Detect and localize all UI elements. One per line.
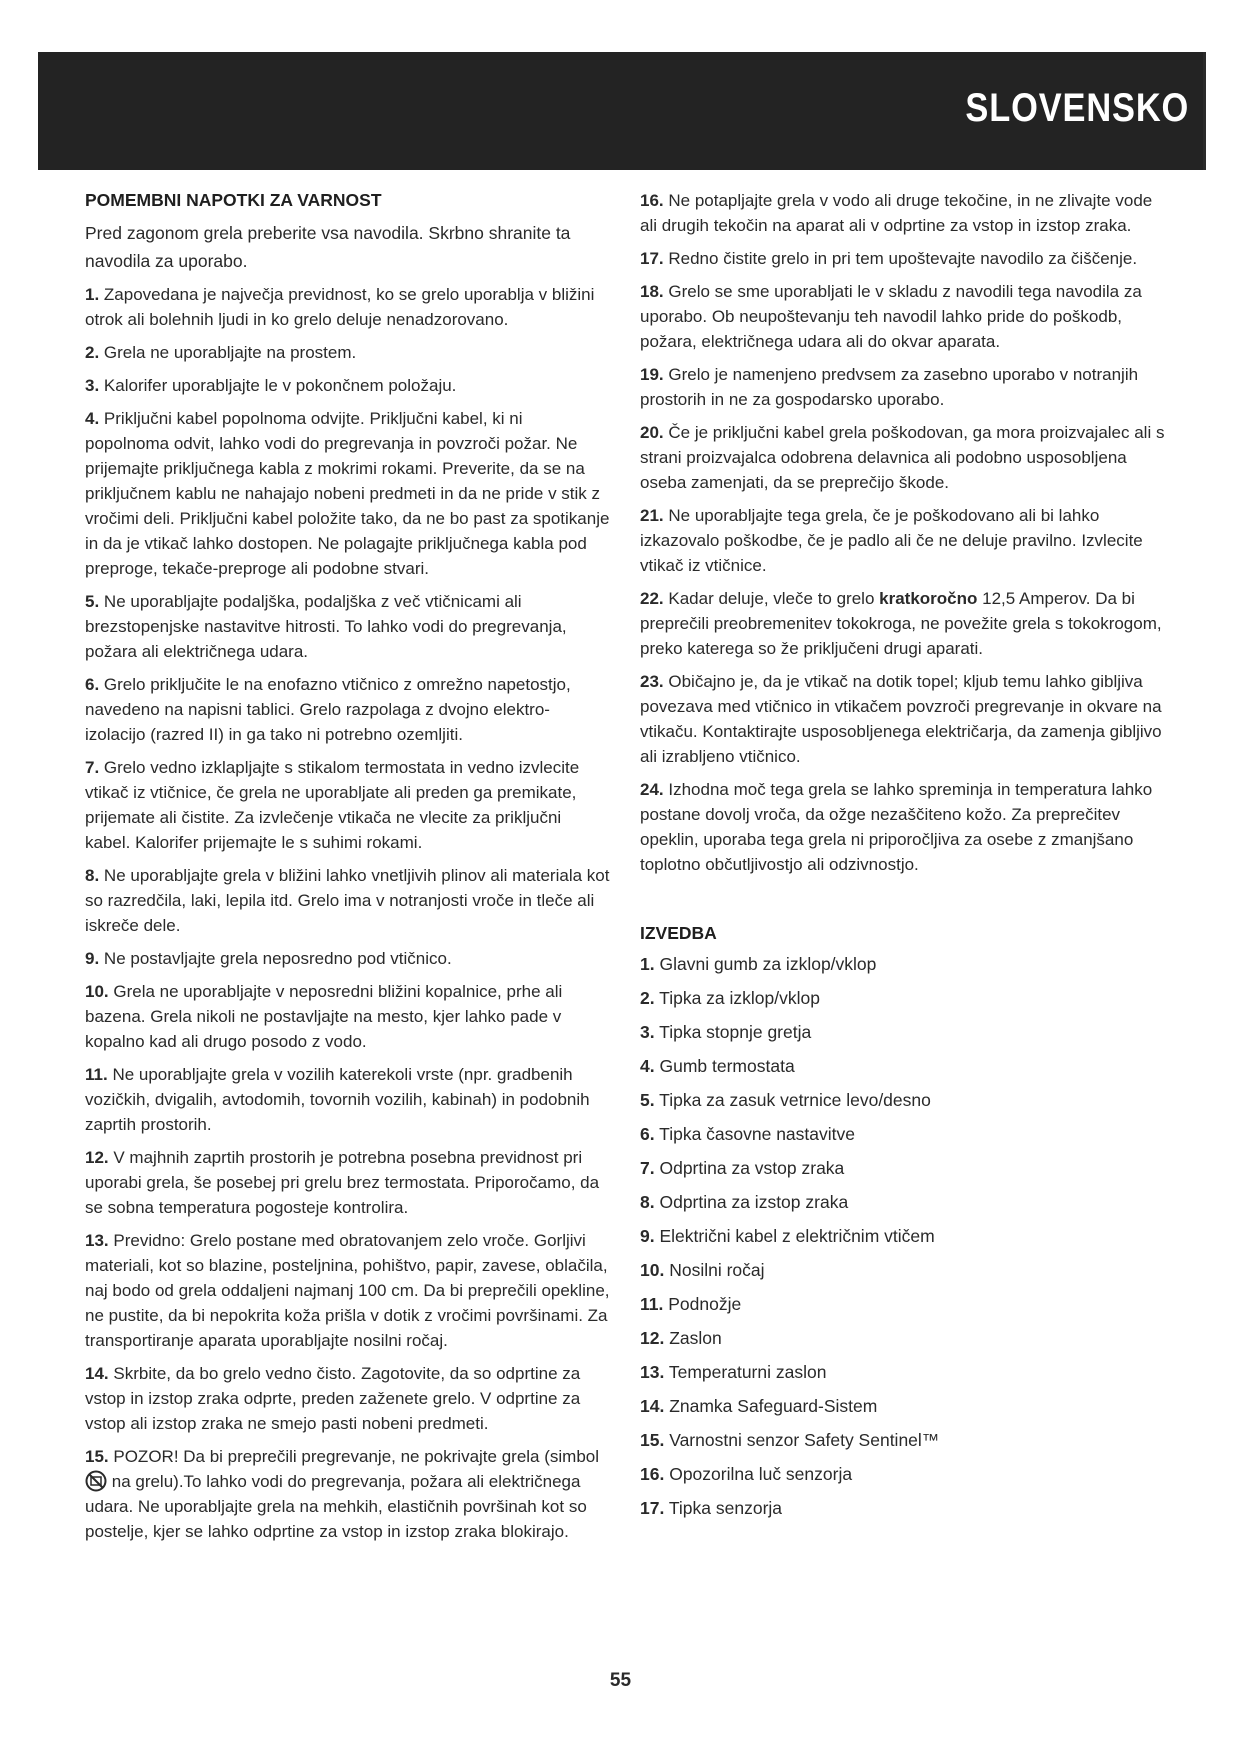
part-item — [640, 1224, 1170, 1249]
item-text: Previdno: Grelo postane med obratovanjem zelo vroče. Gorljivi materiali, kot so blazine, posteljnina, pohištvo, papir, zavese, oblačila, naj bodo od grela oddaljeni najmanj 100 cm. Da bi preprečili opekline, ne pustite, da bi nepokrita koža prišla v dotik z vročimi površinami. Za transportiranje aparata uporabljajte nosilni ročaj. — [85, 1231, 610, 1350]
part-item — [640, 1462, 1170, 1487]
item-text: Temperaturni zaslon — [668, 1362, 827, 1382]
item-number: 9. — [640, 1226, 655, 1246]
item-text: Grela ne uporabljajte na prostem. — [103, 343, 357, 362]
header-edge-line — [1203, 52, 1206, 170]
item-number: 3. — [85, 376, 100, 395]
item-number: 21. — [640, 506, 664, 525]
item-number: 14. — [640, 1396, 665, 1416]
item-text: Ne uporabljajte grela v vozilih katerekoli vrste (npr. gradbenih vozičkih, dvigalih, avtodomih, tovornih vozilih, kabinah) in podobnih zaprtih prostorih. — [85, 1065, 590, 1134]
item-text: Grelo vedno izklapljajte s stikalom termostata in vedno izvlecite vtikač iz vtičnice, če grela ne uporabljate ali preden ga premikate, prijemate ali čistite. Za izvlečenje vtikača ne vlecite za priključni kabel. Kalorifer prijemajte le s suhimi rokami. — [85, 758, 580, 852]
part-item — [640, 1326, 1170, 1351]
safety-column-right — [640, 188, 1170, 1530]
part-item — [640, 1292, 1170, 1317]
language-title: SLOVENSKO — [965, 86, 1189, 130]
item-number: 18. — [640, 282, 664, 301]
item-text: Ne uporabljajte grela v bližini lahko vnetljivih plinov ali materiala kot so razredčila, laki, lepila itd. Grelo ima v notranjosti vroče in tleče ali iskreče dele. — [85, 866, 610, 935]
safety-item — [85, 946, 610, 971]
item-text: Glavni gumb za izklop/vklop — [659, 954, 877, 974]
part-item — [640, 1122, 1170, 1147]
safety-column-left — [85, 188, 610, 1552]
item-number: 4. — [640, 1056, 655, 1076]
item-text: na grelu).To lahko vodi do pregrevanja, požara ali električnega udara. Ne uporabljajte grela na mehkih, elastičnih površinah kot so postelje, kjer se lahko odprtine za vstop in izstop zraka blokirajo. — [85, 1472, 587, 1541]
safety-list-left — [85, 282, 610, 1436]
item-text: Grela ne uporabljajte v neposredni bližini kopalnice, prhe ali bazena. Grela nikoli ne postavljajte na mesto, kjer lahko pade v kopalno kad ali drugo posodo z vodo. — [85, 982, 563, 1051]
part-item — [640, 1088, 1170, 1113]
item-number: 3. — [640, 1022, 655, 1042]
item-text: Odprtina za izstop zraka — [659, 1192, 849, 1212]
item-number: 7. — [85, 758, 100, 777]
item-text: Nosilni ročaj — [669, 1260, 765, 1280]
item-text: Zaslon — [669, 1328, 722, 1348]
part-item — [640, 1360, 1170, 1385]
part-item — [640, 1258, 1170, 1283]
part-item — [640, 1190, 1170, 1215]
part-item — [640, 986, 1170, 1011]
safety-item — [85, 340, 610, 365]
item-number: 19. — [640, 365, 664, 384]
item-number: 16. — [640, 191, 664, 210]
item-number: 22. — [640, 589, 664, 608]
part-item — [640, 952, 1170, 977]
item-number: 5. — [85, 592, 100, 611]
safety-item — [85, 589, 610, 664]
safety-item — [640, 188, 1170, 238]
safety-item — [85, 672, 610, 747]
item-number: 10. — [640, 1260, 665, 1280]
item-text: Kalorifer uporabljajte le v pokončnem položaju. — [103, 376, 457, 395]
item-text: Kadar deluje, vleče to grelo — [668, 589, 875, 608]
safety-item — [640, 777, 1170, 877]
item-text: Tipka za izklop/vklop — [659, 988, 820, 1008]
part-item — [640, 1394, 1170, 1419]
item-number: 16. — [640, 1464, 665, 1484]
item-text: Ne potapljajte grela v vodo ali druge tekočine, in ne zlivajte vode ali drugih tekočin na aparat ali v odprtine za vstop in izstop zraka. — [640, 191, 1153, 235]
item-text: Grelo se sme uporabljati le v skladu z navodili tega navodila za uporabo. Ob neupoštevanju teh navodil lahko pride do poškodb, požara, električnega udara ali do okvar aparata. — [640, 282, 1142, 351]
item-text: Znamka Safeguard-Sistem — [669, 1396, 878, 1416]
item-text: Zapovedana je največja previdnost, ko se grelo uporablja v bližini otrok ali bolehnih ljudi in ko grelo deluje nenadzorovano. — [85, 285, 595, 329]
safety-item — [85, 373, 610, 398]
item-number: 4. — [85, 409, 100, 428]
item-number: 15. — [640, 1430, 665, 1450]
item-text: Tipka časovne nastavitve — [659, 1124, 855, 1144]
item-text: Običajno je, da je vtikač na dotik topel; kljub temu lahko gibljiva povezava med vtičnico in vtikačem povzroči pregrevanje in okvare na vtikaču. Kontaktirajte usposobljenega električarja, da zamenja gibljivo ali izrabljeno vtičnico. — [640, 672, 1162, 766]
safety-heading: POMEMBNI NAPOTKI ZA VARNOST — [85, 190, 382, 210]
safety-item — [85, 406, 610, 581]
item-text: Odprtina za vstop zraka — [659, 1158, 845, 1178]
part-item — [640, 1054, 1170, 1079]
safety-item — [640, 279, 1170, 354]
item-number: 7. — [640, 1158, 655, 1178]
safety-item — [85, 863, 610, 938]
item-text: 12,5 Amperov. Da bi preprečili preobremenitev tokokroga, ne povežite grela s tokokrogom, preko katerega so že priključeni drugi aparati. — [640, 589, 1162, 658]
item-text-bold: kratkoročno — [879, 589, 978, 608]
item-text: POZOR! Da bi preprečili pregrevanje, ne pokrivajte grela (simbol — [113, 1447, 600, 1466]
design-parts-list — [640, 952, 1170, 1521]
safety-item — [640, 503, 1170, 578]
part-item — [640, 1428, 1170, 1453]
item-number: 23. — [640, 672, 664, 691]
item-number: 24. — [640, 780, 664, 799]
item-text: Električni kabel z električnim vtičem — [659, 1226, 935, 1246]
safety-list-right-2 — [640, 669, 1170, 877]
item-number: 17. — [640, 249, 664, 268]
item-text: Tipka za zasuk vetrnice levo/desno — [659, 1090, 931, 1110]
item-number: 12. — [85, 1148, 109, 1167]
safety-list-right — [640, 188, 1170, 578]
safety-item — [85, 1145, 610, 1220]
item-number: 13. — [640, 1362, 665, 1382]
item-number: 12. — [640, 1328, 665, 1348]
item-number: 13. — [85, 1231, 109, 1250]
item-number: 6. — [640, 1124, 655, 1144]
section-spacer — [640, 885, 1170, 921]
item-text: Ne uporabljajte podaljška, podaljška z več vtičnicami ali brezstopenjske nastavitve hitrosti. To lahko vodi do pregrevanja, požara ali električnega udara. — [85, 592, 567, 661]
item-text: V majhnih zaprtih prostorih je potrebna posebna previdnost pri uporabi grela, še posebej pri grelu brez termostata. Priporočamo, da se sobna temperatura pogosteje kontrolira. — [85, 1148, 600, 1217]
safety-item — [85, 1361, 610, 1436]
safety-item-15 — [85, 1444, 610, 1544]
item-text: Gumb termostata — [659, 1056, 795, 1076]
safety-item — [640, 669, 1170, 769]
item-number: 1. — [85, 285, 100, 304]
item-text: Izhodna moč tega grela se lahko spreminja in temperatura lahko postane dovolj vroča, da ožge nezaščiteno kožo. Za preprečitev opeklin, uporaba tega grela ni priporočljiva za osebe z zmanjšano toplotno občutljivostjo ali odzivnostjo. — [640, 780, 1153, 874]
item-number: 10. — [85, 982, 109, 1001]
item-number: 15. — [85, 1447, 109, 1466]
safety-item — [85, 1062, 610, 1137]
item-text: Redno čistite grelo in pri tem upoštevajte navodilo za čiščenje. — [668, 249, 1138, 268]
item-number: 14. — [85, 1364, 109, 1383]
item-text: Skrbite, da bo grelo vedno čisto. Zagotovite, da so odprtine za vstop in izstop zraka odprte, preden zaženete grelo. V odprtine za vstop ali izstop zraka ne smejo pasti nobeni predmeti. — [85, 1364, 581, 1433]
item-text: Tipka stopnje gretja — [659, 1022, 812, 1042]
item-text: Grelo priključite le na enofazno vtičnico z omrežno napetostjo, navedeno na napisni tablici. Grelo razpolaga z dvojno elektro-izolacijo (razred II) in ga tako ni potrebno ozemljiti. — [85, 675, 571, 744]
design-heading: IZVEDBA — [640, 923, 717, 943]
item-number: 9. — [85, 949, 100, 968]
part-item — [640, 1496, 1170, 1521]
item-number: 8. — [640, 1192, 655, 1212]
item-text: Tipka senzorja — [668, 1498, 783, 1518]
safety-item — [85, 979, 610, 1054]
item-number: 11. — [640, 1294, 664, 1314]
item-text: Varnostni senzor Safety Sentinel™ — [669, 1430, 940, 1450]
safety-item — [640, 246, 1170, 271]
item-number: 17. — [640, 1498, 665, 1518]
safety-item-22 — [640, 586, 1170, 661]
item-text: Če je priključni kabel grela poškodovan, ga mora proizvajalec ali s strani proizvajalca odobrena delavnica ali podobno usposobljena oseba zamenjati, da se preprečijo škode. — [640, 423, 1165, 492]
item-text: Opozorilna luč senzorja — [669, 1464, 853, 1484]
item-text: Priključni kabel popolnoma odvijte. Priključni kabel, ki ni popolnoma odvit, lahko vodi do pregrevanja in povzroči požar. Ne prijemajte priključnega kabla z mokrimi rokami. Preverite, da se na priključnem kablu ne nahajajo nobeni predmeti in da ne pride v stik z vročimi deli. Priključni kabel položite tako, da ne bo past za spotikanje in da je vtikač lahko dostopen. Ne polagajte priključnega kabla pod preproge, tekače-preproge ali podobne stvari. — [85, 409, 610, 578]
safety-item — [640, 362, 1170, 412]
item-number: 1. — [640, 954, 655, 974]
safety-intro: Pred zagonom grela preberite vsa navodila. Skrbno shranite ta navodila za uporabo. — [85, 223, 571, 271]
item-number: 11. — [85, 1065, 108, 1084]
safety-item — [85, 1228, 610, 1353]
item-text: Podnožje — [668, 1294, 742, 1314]
safety-item — [640, 420, 1170, 495]
page-number: 55 — [609, 1670, 632, 1691]
item-number: 6. — [85, 675, 100, 694]
part-item — [640, 1156, 1170, 1181]
item-number: 2. — [640, 988, 655, 1008]
part-item — [640, 1020, 1170, 1045]
safety-item — [85, 755, 610, 855]
safety-item — [85, 282, 610, 332]
no-cover-icon — [85, 1470, 107, 1492]
item-text: Ne postavljajte grela neposredno pod vtičnico. — [103, 949, 452, 968]
item-number: 20. — [640, 423, 664, 442]
item-number: 8. — [85, 866, 100, 885]
item-text: Grelo je namenjeno predvsem za zasebno uporabo v notranjih prostorih in ne za gospodarsko uporabo. — [640, 365, 1139, 409]
item-number: 5. — [640, 1090, 655, 1110]
item-text: Ne uporabljajte tega grela, če je poškodovano ali bi lahko izkazovalo poškodbe, če je padlo ali če ne deluje pravilno. Izvlecite vtikač iz vtičnice. — [640, 506, 1143, 575]
item-number: 2. — [85, 343, 100, 362]
